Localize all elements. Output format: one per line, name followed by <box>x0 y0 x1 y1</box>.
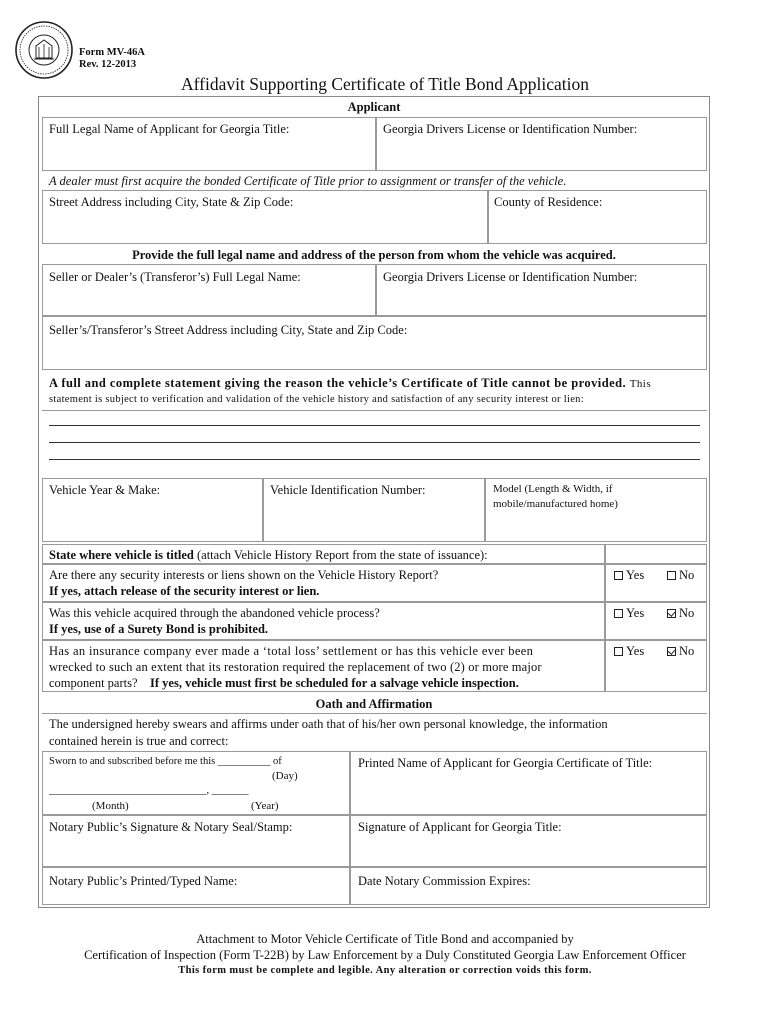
q1-note: If yes, attach release of the security interest or lien. <box>49 584 320 598</box>
applicant-heading: Applicant <box>347 100 401 114</box>
oath-text-1: The undersigned hereby swears and affirms under oath that of his/her own personal knowledge, the information <box>49 717 608 731</box>
footer-line-3: This form must be complete and legible. Any alteration or correction voids this form. <box>178 965 592 976</box>
applicant-license-label: Georgia Drivers License or Identification Number: <box>383 122 638 136</box>
county-label: County of Residence: <box>494 195 603 209</box>
notary-name-label: Notary Public’s Printed/Typed Name: <box>49 874 238 888</box>
oath-divider <box>42 713 707 714</box>
q2-note: If yes, use of a Surety Bond is prohibited. <box>49 622 269 636</box>
month-year-line: ______________________________, _______ <box>49 785 249 796</box>
commission-date-label: Date Notary Commission Expires: <box>358 874 531 888</box>
statement-line-2[interactable] <box>49 442 700 443</box>
q3-line-1: Has an insurance company ever made a ‘total loss’ settlement or has this vehicle ever been <box>49 644 534 658</box>
footer-line-1: Attachment to Motor Vehicle Certificate of Title Bond and accompanied by <box>196 932 574 946</box>
footer-line-2: Certification of Inspection (Form T-22B) by Law Enforcement by a Duly Constituted Georgia Law Enforcement Officer <box>84 948 686 962</box>
dealer-note: A dealer must first acquire the bonded Certificate of Title prior to assignment or transfer of the vehicle. <box>49 174 567 188</box>
seller-heading: Provide the full legal name and address of the person from whom the vehicle was acquired. <box>132 248 616 262</box>
q3-line-3 <box>49 676 519 691</box>
state-titled-label <box>49 548 488 563</box>
seller-license-label: Georgia Drivers License or Identification Number: <box>383 270 638 284</box>
statement-heading <box>49 376 651 391</box>
sworn-line: Sworn to and subscribed before me this __________ of <box>49 756 282 767</box>
applicant-address-label: Street Address including City, State & Zip Code: <box>49 195 294 209</box>
q1-no[interactable]: No <box>667 568 694 583</box>
year-label: (Year) <box>251 800 279 812</box>
statement-line-3[interactable] <box>49 459 700 460</box>
q3-line-3-bold: If yes, vehicle must first be scheduled for a salvage vehicle inspection. <box>150 676 519 690</box>
form-number: Form MV-46A <box>79 47 145 58</box>
form-number-block <box>79 47 145 71</box>
form-title: Affidavit Supporting Certificate of Title Bond Application <box>181 74 589 94</box>
vin-label: Vehicle Identification Number: <box>270 483 426 497</box>
state-titled-rest: (attach Vehicle History Report from the state of issuance): <box>197 548 488 562</box>
q1-text: Are there any security interests or liens shown on the Vehicle History Report? <box>49 568 439 582</box>
state-titled-answer[interactable] <box>605 544 707 564</box>
model-label-1: Model (Length & Width, if <box>493 483 613 495</box>
q3-yes-checkbox[interactable] <box>614 647 623 656</box>
statement-heading-bold: A full and complete statement giving the reason the vehicle’s Certificate of Title cannot be provided. <box>49 376 627 390</box>
notary-signature-label: Notary Public’s Signature & Notary Seal/Stamp: <box>49 820 293 834</box>
georgia-seal-icon <box>14 20 74 80</box>
month-label: (Month) <box>92 800 129 812</box>
printed-name-label: Printed Name of Applicant for Georgia Certificate of Title: <box>358 756 653 770</box>
statement-divider <box>42 410 707 411</box>
q2-no-checkbox[interactable] <box>667 609 676 618</box>
q2-no[interactable]: No <box>667 606 694 621</box>
q3-line-3-plain: component parts? <box>49 676 138 690</box>
oath-heading: Oath and Affirmation <box>315 697 433 711</box>
q2-text: Was this vehicle acquired through the abandoned vehicle process? <box>49 606 380 620</box>
applicant-signature-label: Signature of Applicant for Georgia Title: <box>358 820 562 834</box>
seller-name-label: Seller or Dealer’s (Transferor’s) Full Legal Name: <box>49 270 301 284</box>
statement-heading-rest: This <box>629 378 652 390</box>
q1-yes[interactable]: Yes <box>614 568 644 583</box>
applicant-name-label: Full Legal Name of Applicant for Georgia Title: <box>49 122 290 136</box>
seller-address-label: Seller’s/Transferor’s Street Address including City, State and Zip Code: <box>49 323 408 337</box>
state-titled-bold: State where vehicle is titled <box>49 548 194 562</box>
form-revision: Rev. 12-2013 <box>79 59 137 70</box>
q3-no[interactable]: No <box>667 644 694 659</box>
q2-yes[interactable]: Yes <box>614 606 644 621</box>
q1-no-checkbox[interactable] <box>667 571 676 580</box>
q3-line-2: wrecked to such an extent that its restoration required the replacement of two (2) or more major <box>49 660 542 674</box>
day-label: (Day) <box>272 770 298 782</box>
q3-yes[interactable]: Yes <box>614 644 644 659</box>
oath-text-2: contained herein is true and correct: <box>49 734 229 748</box>
statement-subtext: statement is subject to verification and validation of the vehicle history and satisfaction of any security interest or lien: <box>49 394 584 405</box>
q3-no-checkbox[interactable] <box>667 647 676 656</box>
statement-line-1[interactable] <box>49 425 700 426</box>
vehicle-year-make-label: Vehicle Year & Make: <box>49 483 161 497</box>
q2-yes-checkbox[interactable] <box>614 609 623 618</box>
q1-yes-checkbox[interactable] <box>614 571 623 580</box>
model-label-2: mobile/manufactured home) <box>493 498 618 510</box>
